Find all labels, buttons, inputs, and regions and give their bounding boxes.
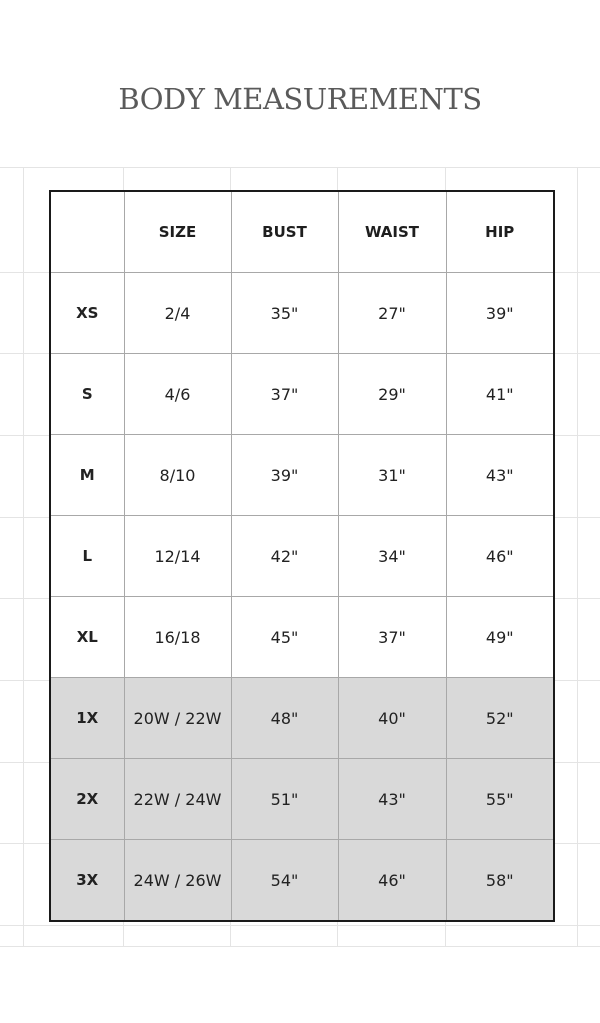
bust-cell: 48" xyxy=(231,678,338,759)
hip-cell: 49" xyxy=(446,597,554,678)
header-bust: BUST xyxy=(231,191,338,273)
table-row xyxy=(50,840,554,922)
size-cell: 12/14 xyxy=(124,516,231,597)
hip-cell: 52" xyxy=(446,678,554,759)
bust-cell: 37" xyxy=(231,354,338,435)
waist-cell: 40" xyxy=(338,678,446,759)
waist-cell: 37" xyxy=(338,597,446,678)
gridline xyxy=(23,167,24,947)
size-cell: 8/10 xyxy=(124,435,231,516)
header-hip: HIP xyxy=(446,191,554,273)
gridline xyxy=(0,925,600,926)
waist-cell: 46" xyxy=(338,840,446,922)
hip-cell: 43" xyxy=(446,435,554,516)
hip-cell: 39" xyxy=(446,273,554,354)
hip-cell: 55" xyxy=(446,759,554,840)
bust-cell: 45" xyxy=(231,597,338,678)
table-body xyxy=(50,273,554,922)
bust-cell: 54" xyxy=(231,840,338,922)
hip-cell: 58" xyxy=(446,840,554,922)
size-cell: 22W / 24W xyxy=(124,759,231,840)
size-cell: 2/4 xyxy=(124,273,231,354)
waist-cell: 34" xyxy=(338,516,446,597)
row-label: 2X xyxy=(50,759,124,840)
waist-cell: 31" xyxy=(338,435,446,516)
table-header-row xyxy=(50,191,554,273)
header-blank xyxy=(50,191,124,273)
row-label: XS xyxy=(50,273,124,354)
row-label: 1X xyxy=(50,678,124,759)
waist-cell: 43" xyxy=(338,759,446,840)
row-label: XL xyxy=(50,597,124,678)
table-row xyxy=(50,678,554,759)
gridline xyxy=(0,946,600,947)
gridline xyxy=(577,167,578,947)
bust-cell: 42" xyxy=(231,516,338,597)
row-label: S xyxy=(50,354,124,435)
waist-cell: 29" xyxy=(338,354,446,435)
bust-cell: 39" xyxy=(231,435,338,516)
table-row xyxy=(50,597,554,678)
table-row xyxy=(50,759,554,840)
waist-cell: 27" xyxy=(338,273,446,354)
table-row xyxy=(50,435,554,516)
table-row xyxy=(50,354,554,435)
row-label: M xyxy=(50,435,124,516)
page-title: BODY MEASUREMENTS xyxy=(118,82,482,116)
size-chart-table xyxy=(49,190,555,922)
size-cell: 20W / 22W xyxy=(124,678,231,759)
bust-cell: 51" xyxy=(231,759,338,840)
size-cell: 24W / 26W xyxy=(124,840,231,922)
size-cell: 4/6 xyxy=(124,354,231,435)
bust-cell: 35" xyxy=(231,273,338,354)
hip-cell: 41" xyxy=(446,354,554,435)
size-cell: 16/18 xyxy=(124,597,231,678)
row-label: 3X xyxy=(50,840,124,922)
table-row xyxy=(50,516,554,597)
row-label: L xyxy=(50,516,124,597)
gridline xyxy=(0,167,600,168)
header-waist: WAIST xyxy=(338,191,446,273)
header-size: SIZE xyxy=(124,191,231,273)
hip-cell: 46" xyxy=(446,516,554,597)
table-row xyxy=(50,273,554,354)
